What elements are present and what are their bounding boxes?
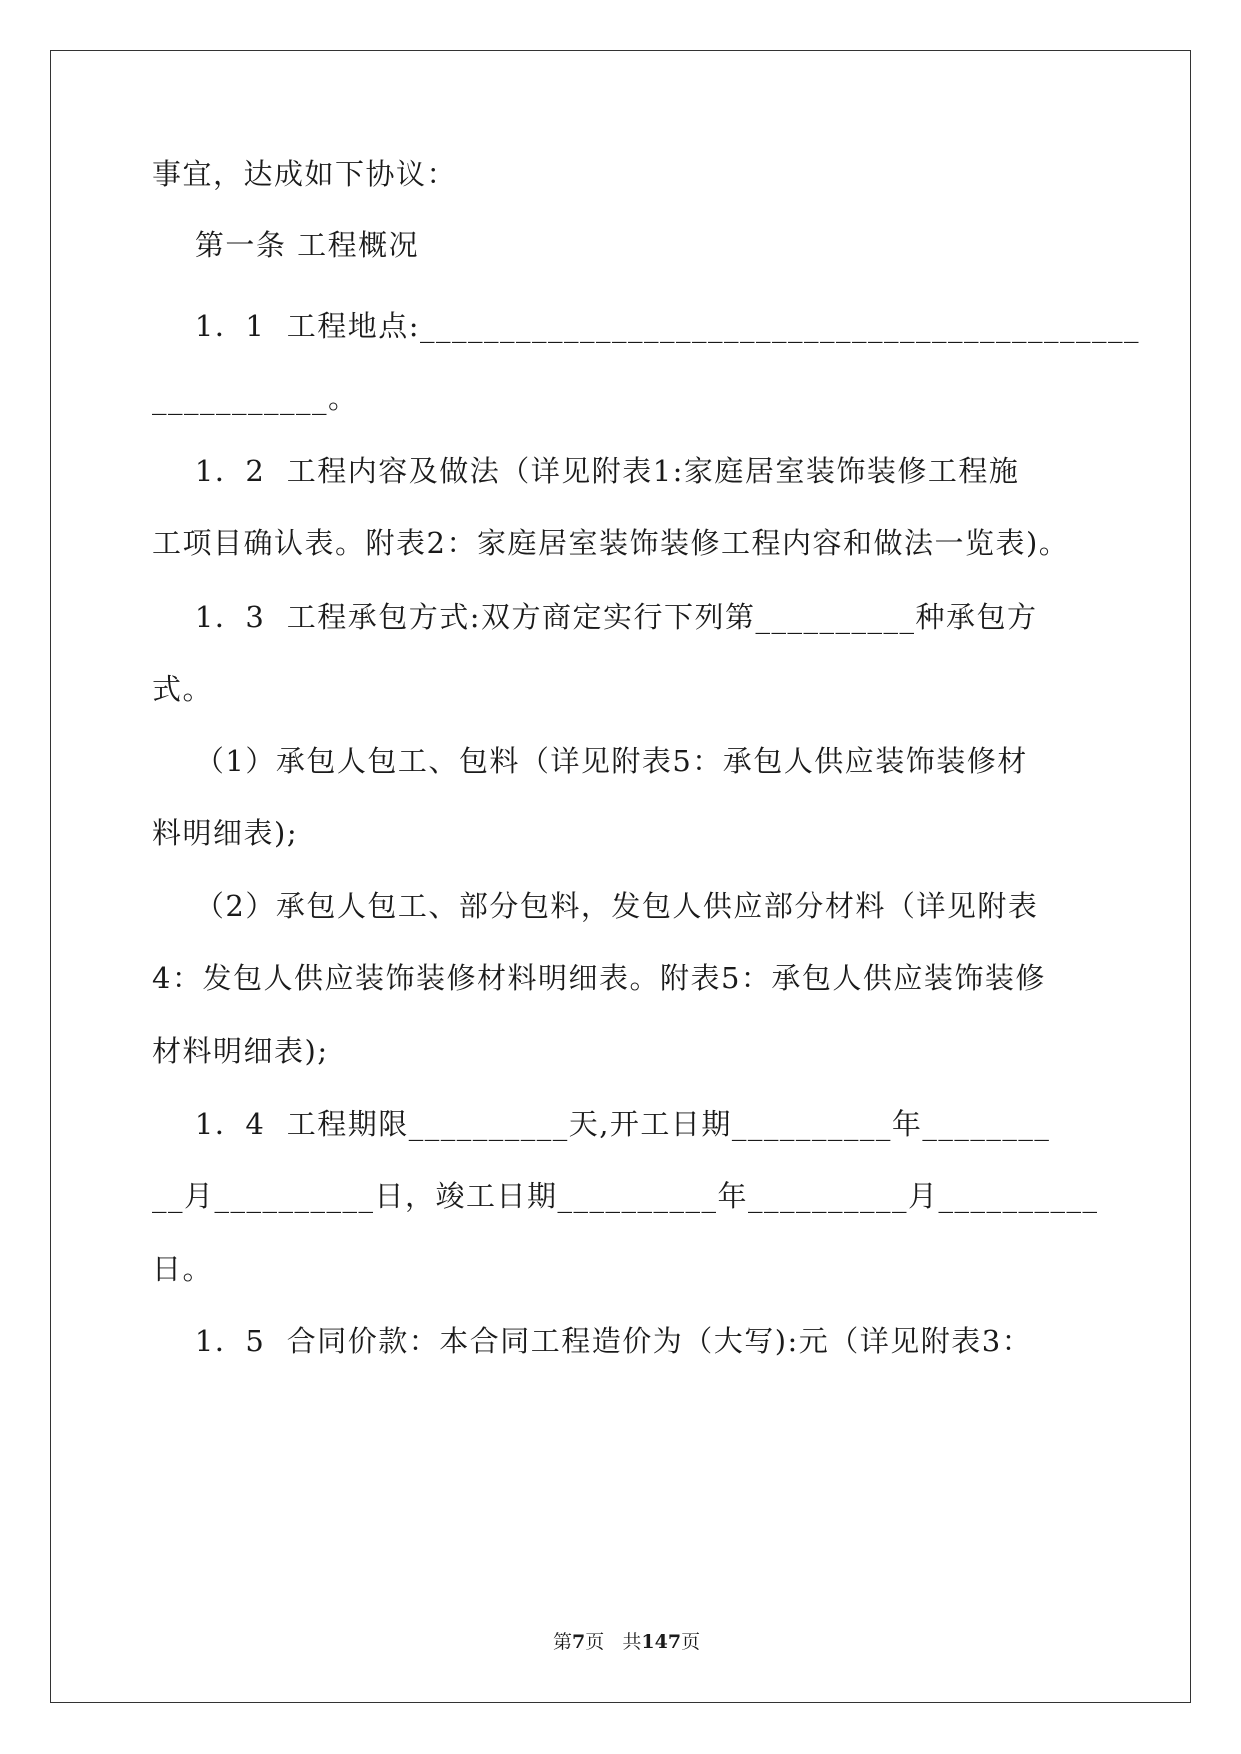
text-line: 1．1 工程地点:_____________________________________________ xyxy=(152,309,1140,343)
text-line: 1．5 合同价款：本合同工程造价为（大写):元（详见附表3： xyxy=(152,1324,1033,1358)
page-prefix: 第 xyxy=(553,1631,573,1653)
text-line: 料明细表); xyxy=(152,816,299,850)
text-line: 1．4 工程期限__________天,开工日期__________年________ xyxy=(152,1107,1051,1141)
text-line: 4：发包人供应装饰装修材料明细表。附表5：承包人供应装饰装修 xyxy=(152,961,1046,995)
page-suffix: 页 xyxy=(681,1631,701,1653)
text-line: 式。 xyxy=(152,672,214,706)
text-line: 日。 xyxy=(152,1252,214,1286)
page-current: 7 xyxy=(572,1631,586,1653)
text-line: 工项目确认表。附表2：家庭居室装饰装修工程内容和做法一览表)。 xyxy=(152,526,1070,560)
text-line: 1．2 工程内容及做法（详见附表1:家庭居室装饰装修工程施 xyxy=(152,454,1020,488)
text-line: （1）承包人包工、包料（详见附表5：承包人供应装饰装修材 xyxy=(152,744,1028,778)
page-border xyxy=(50,50,1191,1703)
text-line: 事宜，达成如下协议： xyxy=(152,157,458,191)
page-total: 147 xyxy=(641,1631,682,1653)
text-line: （2）承包人包工、部分包料，发包人供应部分材料（详见附表 xyxy=(152,889,1039,923)
text-line: ___________。 xyxy=(152,381,359,415)
section-heading: 第一条 工程概况 xyxy=(152,228,420,262)
text-line: 1．3 工程承包方式:双方商定实行下列第__________种承包方 xyxy=(152,600,1038,634)
page-mid: 页 共 xyxy=(585,1631,642,1653)
text-line: 材料明细表); xyxy=(152,1034,329,1068)
text-line: __月__________日，竣工日期__________年__________月__________ xyxy=(152,1179,1099,1213)
page-footer xyxy=(0,1606,1241,1654)
